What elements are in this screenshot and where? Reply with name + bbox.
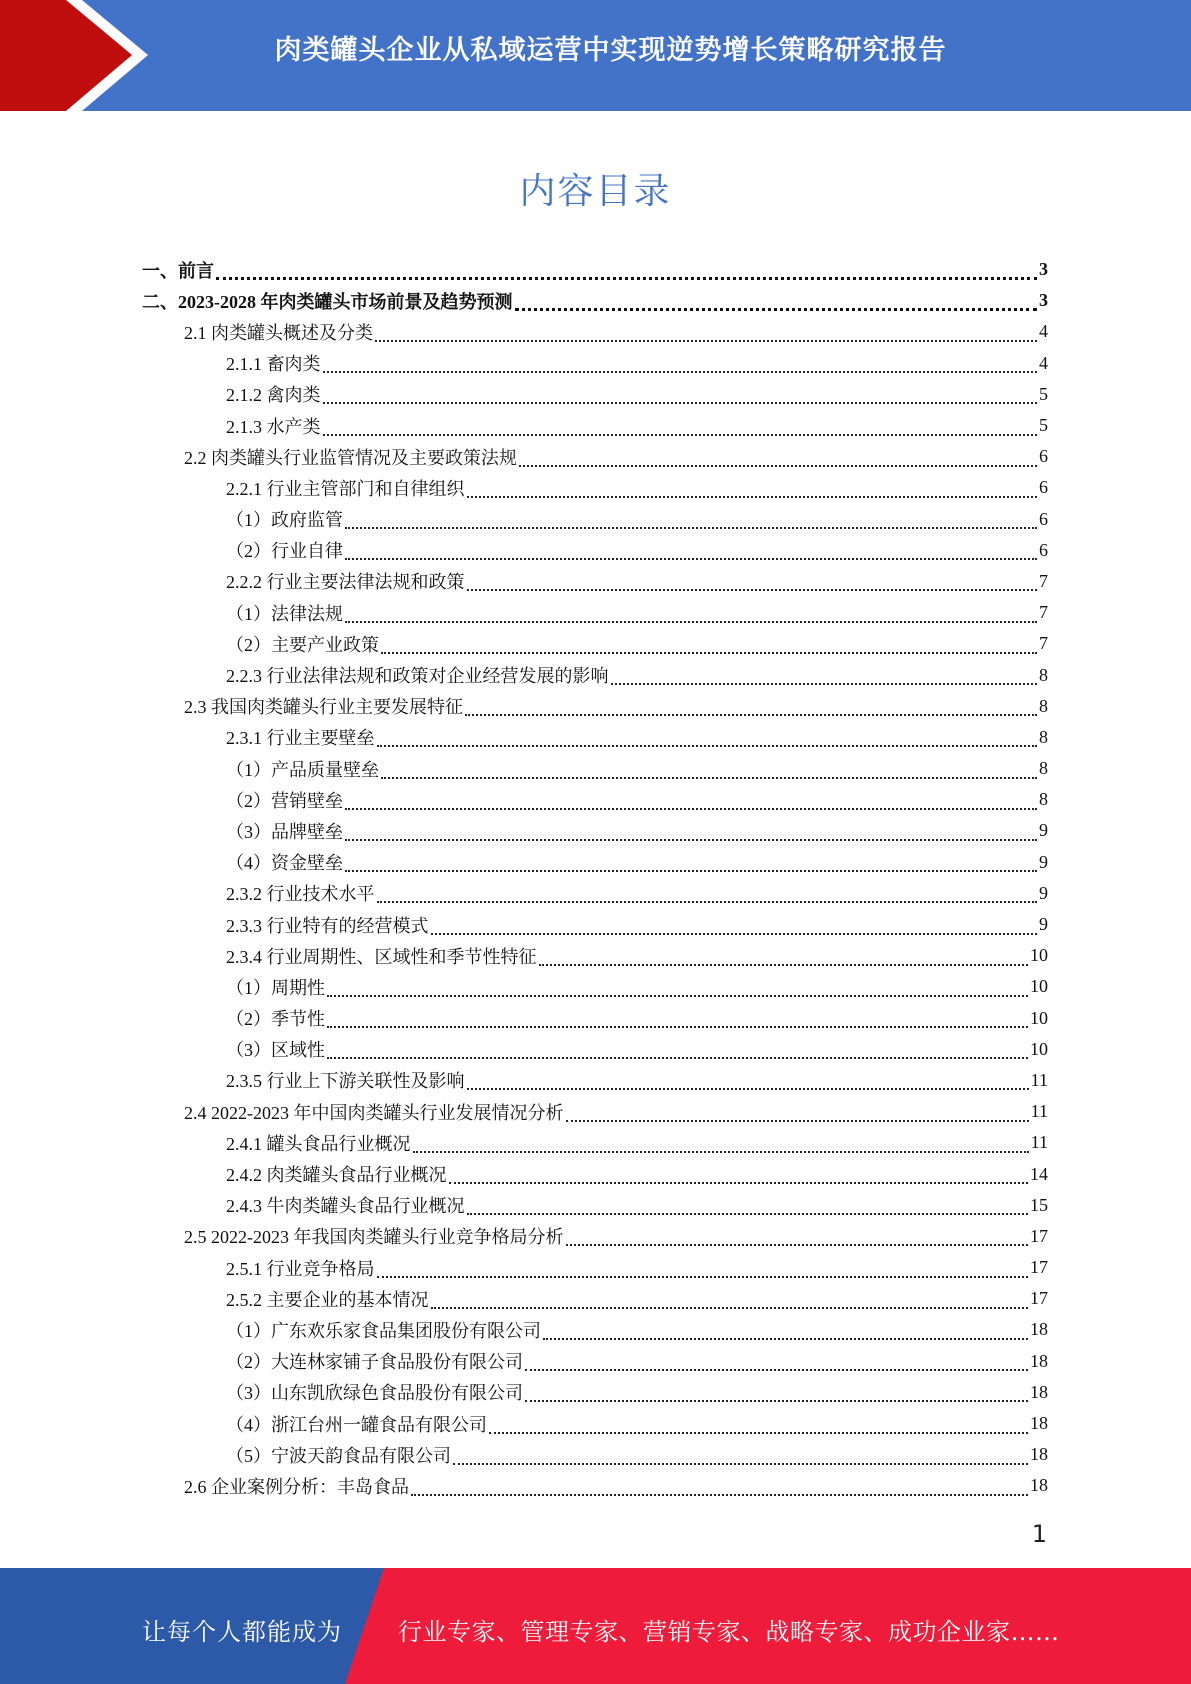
toc-entry-title: 2.1.1 畜肉类	[226, 354, 321, 375]
toc-entry-title: （1）广东欢乐家食品集团股份有限公司	[226, 1320, 541, 1341]
toc-entry-page: 11	[1030, 1101, 1048, 1122]
toc-entry-title: 2.3 我国肉类罐头行业主要发展特征	[184, 697, 463, 718]
page-number: 1	[1031, 1520, 1047, 1548]
toc-entry[interactable]	[142, 535, 1048, 566]
toc-entry-title: 2.3.3 行业特有的经营模式	[226, 915, 429, 936]
toc-entry[interactable]	[142, 566, 1048, 597]
toc-entry[interactable]	[142, 472, 1048, 503]
table-of-contents	[142, 254, 1048, 1502]
toc-entry-title: 2.6 企业案例分析：丰岛食品	[184, 1476, 409, 1497]
toc-entry-title: （2）行业自律	[226, 541, 343, 562]
toc-entry-page: 14	[1030, 1163, 1048, 1184]
toc-entry[interactable]	[142, 410, 1048, 441]
toc-entry-page: 18	[1030, 1381, 1048, 1402]
toc-dot-leader	[431, 919, 1038, 935]
toc-dot-leader	[377, 731, 1038, 747]
toc-dot-leader	[345, 513, 1037, 529]
toc-entry-page: 8	[1039, 726, 1048, 747]
toc-entry-title: （3）品牌壁垒	[226, 821, 343, 842]
toc-dot-leader	[345, 825, 1037, 841]
toc-entry-page: 11	[1030, 1132, 1048, 1153]
footer-slogan-left: 让每个人都能成为	[142, 1618, 342, 1646]
toc-entry-title: 2.2.3 行业法律法规和政策对企业经营发展的影响	[226, 666, 609, 687]
toc-entry-page: 6	[1039, 539, 1048, 560]
toc-entry[interactable]	[142, 628, 1048, 659]
toc-entry[interactable]	[142, 285, 1048, 316]
toc-dot-leader	[431, 1293, 1029, 1309]
toc-dot-leader	[345, 856, 1037, 872]
toc-entry[interactable]	[142, 1314, 1048, 1345]
toc-entry-title: 一、前言	[142, 260, 214, 281]
toc-entry[interactable]	[142, 504, 1048, 535]
toc-entry-page: 8	[1039, 758, 1048, 779]
toc-entry[interactable]	[142, 815, 1048, 846]
toc-dot-leader	[327, 981, 1028, 997]
toc-dot-leader	[327, 1043, 1028, 1059]
toc-entry-title: （4）浙江台州一罐食品有限公司	[226, 1414, 487, 1435]
toc-entry-page: 8	[1039, 664, 1048, 685]
toc-entry[interactable]	[142, 659, 1048, 690]
toc-entry-title: （2）营销壁垒	[226, 790, 343, 811]
toc-dot-leader	[381, 763, 1037, 779]
toc-entry[interactable]	[142, 1283, 1048, 1314]
toc-entry-page: 4	[1039, 352, 1048, 373]
toc-entry-page: 8	[1039, 789, 1048, 810]
toc-entry-title: 2.1.2 禽肉类	[226, 385, 321, 406]
toc-dot-leader	[467, 482, 1038, 498]
toc-entry[interactable]	[142, 1190, 1048, 1221]
toc-entry-title: （4）资金壁垒	[226, 853, 343, 874]
toc-dot-leader	[519, 451, 1037, 467]
toc-entry-title: 2.5.1 行业竞争格局	[226, 1258, 375, 1279]
toc-entry-title: 2.5 2022-2023 年我国肉类罐头行业竞争格局分析	[184, 1227, 564, 1248]
toc-entry-title: （3）山东凯欣绿色食品股份有限公司	[226, 1383, 523, 1404]
toc-entry[interactable]	[142, 940, 1048, 971]
toc-entry-title: 2.2.2 行业主要法律法规和政策	[226, 572, 465, 593]
toc-entry-title: 2.3.2 行业技术水平	[226, 884, 375, 905]
toc-entry-title: 2.1.3 水产类	[226, 416, 321, 437]
toc-entry[interactable]	[142, 1003, 1048, 1034]
toc-entry[interactable]	[142, 1065, 1048, 1096]
toc-entry-page: 9	[1039, 882, 1048, 903]
toc-entry-page: 10	[1030, 976, 1048, 997]
toc-entry-page: 3	[1039, 290, 1048, 311]
toc-entry[interactable]	[142, 348, 1048, 379]
toc-entry-page: 6	[1039, 508, 1048, 529]
toc-entry-page: 10	[1030, 945, 1048, 966]
toc-entry[interactable]	[142, 441, 1048, 472]
toc-dot-leader	[345, 544, 1037, 560]
toc-entry[interactable]	[142, 379, 1048, 410]
toc-entry-page: 10	[1030, 1007, 1048, 1028]
toc-entry[interactable]	[142, 1252, 1048, 1283]
toc-dot-leader	[543, 1324, 1028, 1340]
toc-dot-leader	[467, 575, 1038, 591]
toc-entry-title: （1）周期性	[226, 977, 325, 998]
toc-dot-leader	[345, 794, 1037, 810]
toc-dot-leader	[465, 700, 1037, 716]
toc-entry-page: 5	[1039, 383, 1048, 404]
toc-entry[interactable]	[142, 1470, 1048, 1501]
toc-dot-leader	[489, 1418, 1028, 1434]
toc-entry-page: 5	[1039, 415, 1048, 436]
toc-entry-page: 18	[1030, 1319, 1048, 1340]
toc-dot-leader	[525, 1386, 1028, 1402]
toc-dot-leader	[323, 357, 1038, 373]
toc-entry-page: 10	[1030, 1038, 1048, 1059]
toc-dot-leader	[611, 669, 1038, 685]
toc-entry[interactable]	[142, 1127, 1048, 1158]
toc-entry[interactable]	[142, 316, 1048, 347]
toc-dot-leader	[539, 950, 1029, 966]
toc-entry[interactable]	[142, 847, 1048, 878]
toc-dot-leader	[216, 263, 1037, 280]
toc-entry-page: 9	[1039, 914, 1048, 935]
toc-entry[interactable]	[142, 1346, 1048, 1377]
toc-dot-leader	[323, 388, 1038, 404]
toc-entry[interactable]	[142, 1377, 1048, 1408]
toc-entry-page: 7	[1039, 633, 1048, 654]
toc-dot-leader	[515, 294, 1038, 311]
toc-entry[interactable]	[142, 1096, 1048, 1127]
toc-entry[interactable]	[142, 878, 1048, 909]
toc-entry[interactable]	[142, 1034, 1048, 1065]
toc-entry-title: （1）产品质量壁垒	[226, 759, 379, 780]
toc-dot-leader	[453, 1449, 1028, 1465]
toc-entry-page: 18	[1030, 1413, 1048, 1434]
toc-entry-title: 2.5.2 主要企业的基本情况	[226, 1289, 429, 1310]
toc-entry-title: 2.4.2 肉类罐头食品行业概况	[226, 1165, 447, 1186]
toc-entry-page: 3	[1039, 259, 1048, 280]
toc-dot-leader	[381, 638, 1037, 654]
toc-entry-title: 2.2.1 行业主管部门和自律组织	[226, 478, 465, 499]
toc-entry-title: （2）主要产业政策	[226, 634, 379, 655]
toc-entry-title: 2.2 肉类罐头行业监管情况及主要政策法规	[184, 447, 517, 468]
toc-dot-leader	[411, 1480, 1028, 1496]
toc-entry-title: （5）宁波天韵食品有限公司	[226, 1445, 451, 1466]
toc-entry-title: （1）政府监管	[226, 510, 343, 531]
toc-entry-page: 6	[1039, 446, 1048, 467]
toc-dot-leader	[467, 1199, 1029, 1215]
toc-dot-leader	[566, 1230, 1029, 1246]
toc-entry-title: 2.4.1 罐头食品行业概况	[226, 1133, 411, 1154]
report-header-bar	[0, 0, 1191, 111]
toc-entry-page: 17	[1030, 1257, 1048, 1278]
toc-dot-leader	[377, 887, 1038, 903]
toc-dot-leader	[323, 420, 1038, 436]
toc-entry[interactable]	[142, 254, 1048, 285]
toc-entry-title: 2.3.1 行业主要壁垒	[226, 728, 375, 749]
toc-entry[interactable]	[142, 753, 1048, 784]
toc-entry[interactable]	[142, 909, 1048, 940]
toc-entry-title: 2.3.5 行业上下游关联性及影响	[226, 1071, 465, 1092]
toc-entry[interactable]	[142, 1439, 1048, 1470]
toc-dot-leader	[327, 1012, 1028, 1028]
toc-entry-title: （1）法律法规	[226, 603, 343, 624]
toc-dot-leader	[413, 1137, 1029, 1153]
toc-entry[interactable]	[142, 597, 1048, 628]
toc-dot-leader	[525, 1355, 1028, 1371]
toc-entry-page: 9	[1039, 851, 1048, 872]
toc-dot-leader	[377, 1262, 1029, 1278]
toc-entry-title: 二、2023-2028 年肉类罐头市场前景及趋势预测	[142, 291, 513, 312]
toc-entry-title: （3）区域性	[226, 1040, 325, 1061]
toc-entry-title: 2.4.3 牛肉类罐头食品行业概况	[226, 1196, 465, 1217]
toc-entry-page: 18	[1030, 1444, 1048, 1465]
toc-entry[interactable]	[142, 1158, 1048, 1189]
toc-entry[interactable]	[142, 971, 1048, 1002]
toc-dot-leader	[345, 607, 1037, 623]
toc-heading: 内容目录	[519, 171, 672, 212]
footer-slogan-right: 行业专家、管理专家、营销专家、战略专家、成功企业家……	[398, 1618, 1060, 1646]
toc-entry[interactable]	[142, 784, 1048, 815]
toc-entry-page: 4	[1039, 321, 1048, 342]
toc-dot-leader	[467, 1074, 1029, 1090]
toc-entry[interactable]	[142, 691, 1048, 722]
toc-entry-title: 2.1 肉类罐头概述及分类	[184, 322, 373, 343]
toc-entry-title: （2）大连林家铺子食品股份有限公司	[226, 1352, 523, 1373]
toc-entry-page: 9	[1039, 820, 1048, 841]
toc-entry-title: （2）季节性	[226, 1009, 325, 1030]
toc-entry[interactable]	[142, 1408, 1048, 1439]
toc-entry-page: 11	[1030, 1069, 1048, 1090]
toc-entry-title: 2.3.4 行业周期性、区域性和季节性特征	[226, 946, 537, 967]
toc-entry[interactable]	[142, 1221, 1048, 1252]
toc-entry-page: 8	[1039, 695, 1048, 716]
toc-entry-page: 17	[1030, 1288, 1048, 1309]
toc-entry[interactable]	[142, 722, 1048, 753]
toc-entry-page: 18	[1030, 1350, 1048, 1371]
toc-dot-leader	[449, 1168, 1029, 1184]
toc-entry-page: 18	[1030, 1475, 1048, 1496]
report-title: 肉类罐头企业从私域运营中实现逆势增长策略研究报告	[274, 35, 947, 66]
toc-dot-leader	[566, 1106, 1029, 1122]
footer-banner	[0, 1568, 1191, 1684]
toc-entry-page: 6	[1039, 477, 1048, 498]
toc-entry-page: 15	[1030, 1194, 1048, 1215]
toc-entry-page: 7	[1039, 602, 1048, 623]
toc-entry-page: 7	[1039, 570, 1048, 591]
toc-dot-leader	[375, 326, 1037, 342]
toc-entry-page: 17	[1030, 1225, 1048, 1246]
toc-entry-title: 2.4 2022-2023 年中国肉类罐头行业发展情况分析	[184, 1102, 564, 1123]
